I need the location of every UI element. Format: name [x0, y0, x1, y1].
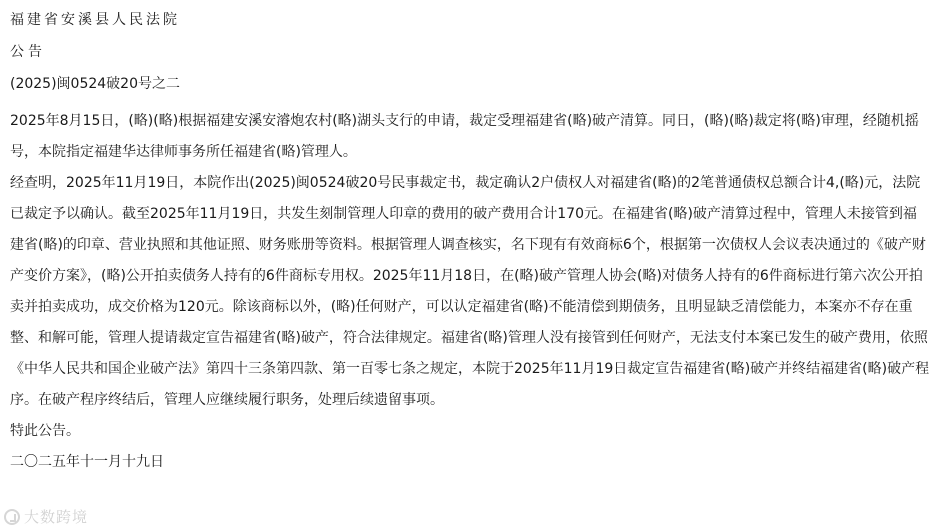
court-name: 福建省安溪县人民法院 [10, 12, 180, 28]
closing-statement: 特此公告。 [10, 423, 80, 439]
paragraph-acceptance: 2025年8月15日，(略)(略)根据福建安溪安濬炮农村(略)湖头支行的申请，裁定受理福建省(略)破产清算。同日，(略)(略)裁定将(略)审理，经随机摇号，本院指定福建华达律师事务所任福建省(略)管理人。 [10, 113, 919, 160]
check-circle-logo-icon [4, 509, 20, 525]
watermark-text: 大数跨境 [24, 508, 89, 526]
case-number: (2025)闽0524破20号之二 [10, 76, 180, 92]
notice-document [10, 10, 930, 478]
document-type-title: 公告 [10, 44, 46, 60]
watermark [4, 506, 88, 527]
paragraph-findings: 经查明，2025年11月19日，本院作出(2025)闽0524破20号民事裁定书，裁定确认2户债权人对福建省(略)的2笔普通债权总额合计4,(略)元，法院已裁定予以确认。截至2025年11月19日，共发生刻制管理人印章的费用的破产费用合计170元。在福建省(略)破产清算过程中，管理人未接管到福建省(略)的印章、营业执照和其他证照、财务账册等资料。根据管理人调查核实，名下现有有效商标6个，根据第一次债权人会议表决通过的《破产财产变价方案》，(略)公开拍卖债务人持有的6件商标专用权。2025年11月18日，在(略)破产管理人协会(略)对债务人持有的6件商标进行第六次公开拍卖并拍卖成功，成交价格为120元。除该商标以外，(略)任何财产，可以认定福建省(略)不能清偿到期债务，且明显缺乏清偿能力，本案亦不存在重整、和解可能，管理人提请裁定宣告福建省(略)破产，符合法律规定。福建省(略)管理人没有接管到任何财产，无法支付本案已发生的破产费用，依照《中华人民共和国企业破产法》第四十三条第四款、第一百零七条之规定，本院于2025年11月19日裁定宣告福建省(略)破产并终结福建省(略)破产程序。在破产程序终结后，管理人应继续履行职务，处理后续遗留事项。 [10, 175, 930, 408]
issue-date: 二〇二五年十一月十九日 [10, 454, 164, 470]
